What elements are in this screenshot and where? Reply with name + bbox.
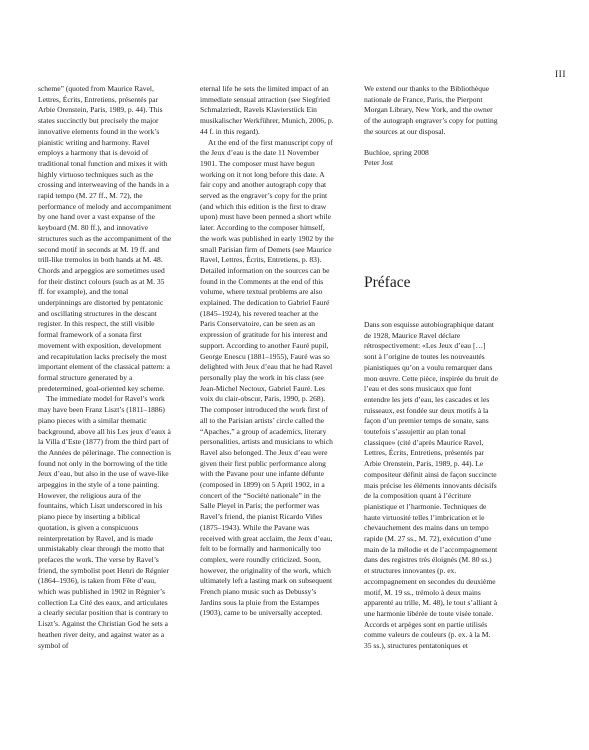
paragraph: eternal life he sets the limited impact of an immediate sensual attraction (see Siegfried Schmalzriedt, Ravels Klavierstück Ein musikalischer Werkführer, Munich, 2006, p. 44 f. in this regard). (200, 84, 334, 136)
page-number: III (555, 70, 566, 80)
author-signature: Peter Jost (364, 158, 394, 168)
section-heading: Préface (364, 274, 411, 291)
place-date: Buchloe, spring 2008 (364, 147, 429, 157)
paragraph: Dans son esquisse autobiographique datant de 1928, Maurice Ravel déclare rétrospectivement: «Les Jeux d’eau […] sont à l’origine de toutes les nouveautés pianistiques qu’on a voulu remarquer dans mon œuvre. Cette pièce, inspirée du bruit de l’eau et des sons musicaux que font entendre les jets d’eau, les cascades et les ruisseaux, est fondée sur deux motifs à la façon d’un premier temps de sonate, sans toutefois s’assujettir au plan tonal classique» (cité d’après Maurice Ravel, Lettres, Écrits, Entretiens, présentés par Arbie Orenstein, Paris, 1989, p. 44). Le compositeur définit ainsi de façon succincte mais précise les éléments innovants décisifs de la composition quant à l’écriture pianistique et l’harmonie. Techniques de haute virtuosité telles l’imbrication et le chevauchement des mains dans un tempo rapide (M. 27 ss., M. 72), exécution d’une main de la mélodie et de l’accompagnement dans des registres très éloignés (M. 80 ss.) et structures innovantes (p. ex. accompagnement en secondes du deuxième motif, M. 19 ss., trémolo à deux mains apparenté au trille, M. 48), le tout s’alliant à une harmonie libérée de toute visée tonale. Accords et arpèges sont en partie utilisés comme valeurs de couleurs (p. ex. à la M. 35 ss.), structures pentatoniques et (364, 320, 498, 651)
text-column-2 (200, 84, 334, 619)
text-column-3 (364, 84, 498, 169)
paragraph: scheme” (quoted from Maurice Ravel, Lettres, Écrits, Entretiens, présentés par Arbie Orenstein, Paris, 1989, p. 44). This states succinctly but precisely the major innovative elements found in the work’s pianistic writing and harmony. Ravel employs a harmony that is devoid of traditional tonal function and mixes it with highly virtuoso techniques such as the crossing and interweaving of the hands in a rapid tempo (M. 27 ff., M. 72), the performance of melody and accompaniment by one hand over a vast expanse of the keyboard (M. 80 ff.), and innovative structures such as the accompaniment of the second motif in seconds at M. 19 ff. and trill-like tremolos in both hands at M. 48. Chords and arpeggios are sometimes used for their distinct colours (such as at M. 35 ff. for example), and the tonal underpinnings are distorted by pentatonic and oscillating structures in the descant register. In this respect, the still visible formal framework of a sonata first movement with exposition, development and recapitulation lacks precisely the most important element of the classical pattern: a formal structure generated by a predetermined, goal-oriented key scheme. (38, 84, 172, 393)
paragraph: At the end of the first manuscript copy of the Jeux d’eau is the date 11 November 1901. The composer must have begun working on it not long before this date. A fair copy and another autograph copy that served as the engraver’s copy for the print (and which this edition is the first to draw upon) must have been penned a short while later. According to the composer himself, the work was published in early 1902 by the small Parisian firm of Demets (see Maurice Ravel, Lettres, Écrits, Entretiens, p. 83). Detailed information on the sources can be found in the Comments at the end of this volume, where textual problems are also explained. The dedication to Gabriel Fauré (1845–1924), his revered teacher at the Paris Conservatoire, can be seen as an expression of gratitude for his interest and support. According to another Fauré pupil, George Enescu (1881–1955), Fauré was so delighted with Jeux d’eau that he had Ravel personally play the work in his class (see Jean-Michel Nectoux, Gabriel Fauré. Les voix du clair-obscur, Paris, 1990, p. 268). The composer introduced the work first of all to the Parisian artists’ circle called the “Apaches,” a group of academics, literary personalities, artists and musicians to which Ravel also belonged. The Jeux d’eau were given their first public performance along with the Pavane pour une infante défunte (composed in 1899) on 5 April 1902, in a concert of the “Société nationale” in the Salle Pleyel in Paris; the performer was Ravel’s friend, the pianist Ricardo Viñes (1875–1943). While the Pavane was received with great acclaim, the Jeux d’eau, felt to be formally and harmonically too complex, were roundly criticized. Soon, however, the originality of the work, which ultimately left a lasting mark on subsequent French piano music such as Debussy’s Jardins sous la pluie from the Estampes (1903), came to be universally accepted. (200, 137, 334, 618)
text-column-3-french (364, 320, 498, 652)
acknowledgement: We extend our thanks to the Bibliothèque nationale de France, Paris, the Pierpont Morgan Library, New York, and the owner of the autograph engraver’s copy for putting the sources at our disposal. (364, 84, 498, 136)
paragraph: The immediate model for Ravel’s work may have been Franz Liszt’s (1811–1886) piano pieces with a similar thematic background, above all his Les jeux d’eaux à la Villa d’Este (1877) from the third part of the Années de pèlerinage. The connection is found not only in the borrowing of the title Jeux d’eau, but also in the use of wave-like arpeggios in the style of a tone painting. However, the religious aura of the fountains, which Liszt underscored in his piano piece by inserting a biblical quotation, is given a conspicuous reinterpretation by Ravel, and is made unmistakably clear through the motto that prefaces the work. The verse by Ravel’s friend, the symbolist poet Henri de Régnier (1864–1936), is taken from Fête d’eau, which was published in 1902 in Régnier’s collection La Cité des eaux, and articulates a clearly secular position that is contrary to Liszt’s. Against the Christian God he sets a heathen river deity, and against water as a symbol of (38, 394, 171, 650)
text-column-1 (38, 84, 172, 651)
